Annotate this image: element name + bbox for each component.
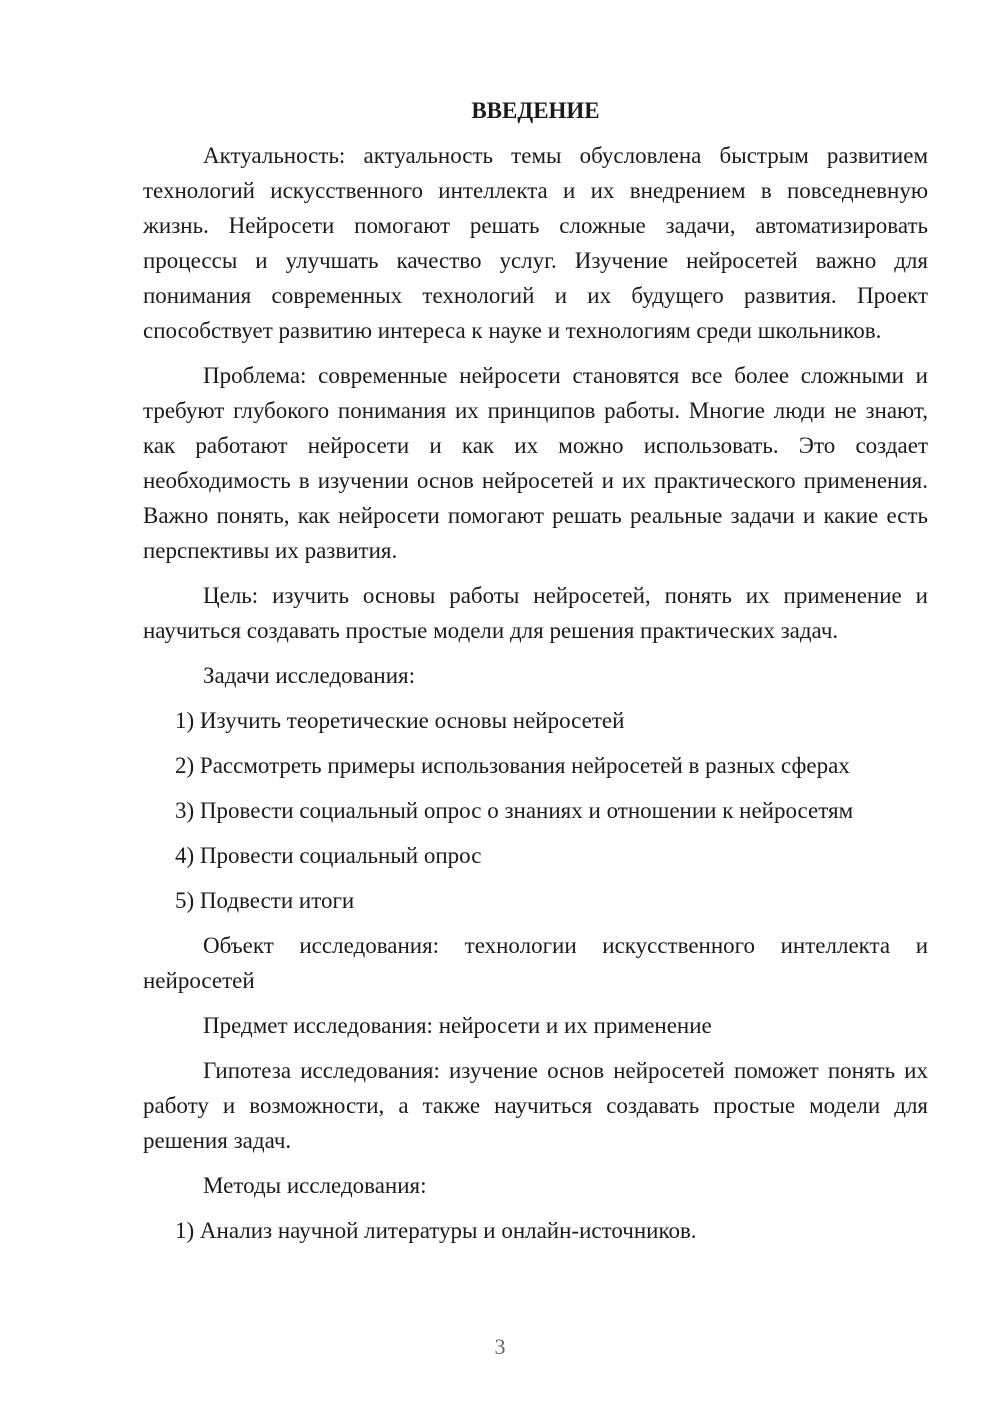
task-item: 2) Рассмотреть примеры использования нейросетей в разных сферах [175, 753, 850, 778]
object-paragraph: Объект исследования: технологии искусственного интеллекта и нейросетей [143, 933, 928, 993]
subject-line: Предмет исследования: нейросети и их применение [203, 1013, 712, 1038]
methods-heading: Методы исследования: [203, 1173, 427, 1198]
goal-paragraph: Цель: изучить основы работы нейросетей, понять их применение и научиться создавать простые модели для решения практических задач. [143, 583, 928, 643]
page-title: ВВЕДЕНИЕ [471, 98, 600, 123]
task-item: 1) Изучить теоретические основы нейросетей [175, 708, 625, 733]
page-body [143, 94, 928, 1258]
tasks-heading: Задачи исследования: [203, 663, 416, 688]
page-number: 3 [494, 1334, 506, 1359]
task-item: 4) Провести социальный опрос [175, 843, 482, 868]
task-item: 3) Провести социальный опрос о знаниях и отношении к нейросетям [175, 798, 854, 823]
task-item: 5) Подвести итоги [175, 888, 355, 913]
problem-paragraph: Проблема: современные нейросети становятся все более сложными и требуют глубокого понимания их принципов работы. Многие люди не знают, как работают нейросети и как их можно использовать. Это создает необходимость в изучении основ нейросетей и их практического применения. Важно понять, как нейросети помогают решать реальные задачи и какие есть перспективы их развития. [143, 363, 928, 563]
hypothesis-paragraph: Гипотеза исследования: изучение основ нейросетей поможет понять их работу и возможности, а также научиться создавать простые модели для решения задач. [143, 1058, 928, 1153]
relevance-paragraph: Актуальность: актуальность темы обусловлена быстрым развитием технологий искусственного интеллекта и их внедрением в повседневную жизнь. Нейросети помогают решать сложные задачи, автоматизировать процессы и улучшать качество услуг. Изучение нейросетей важно для понимания современных технологий и их будущего развития. Проект способствует развитию интереса к науке и технологиям среди школьников. [143, 143, 928, 343]
method-item: 1) Анализ научной литературы и онлайн-источников. [175, 1218, 697, 1243]
